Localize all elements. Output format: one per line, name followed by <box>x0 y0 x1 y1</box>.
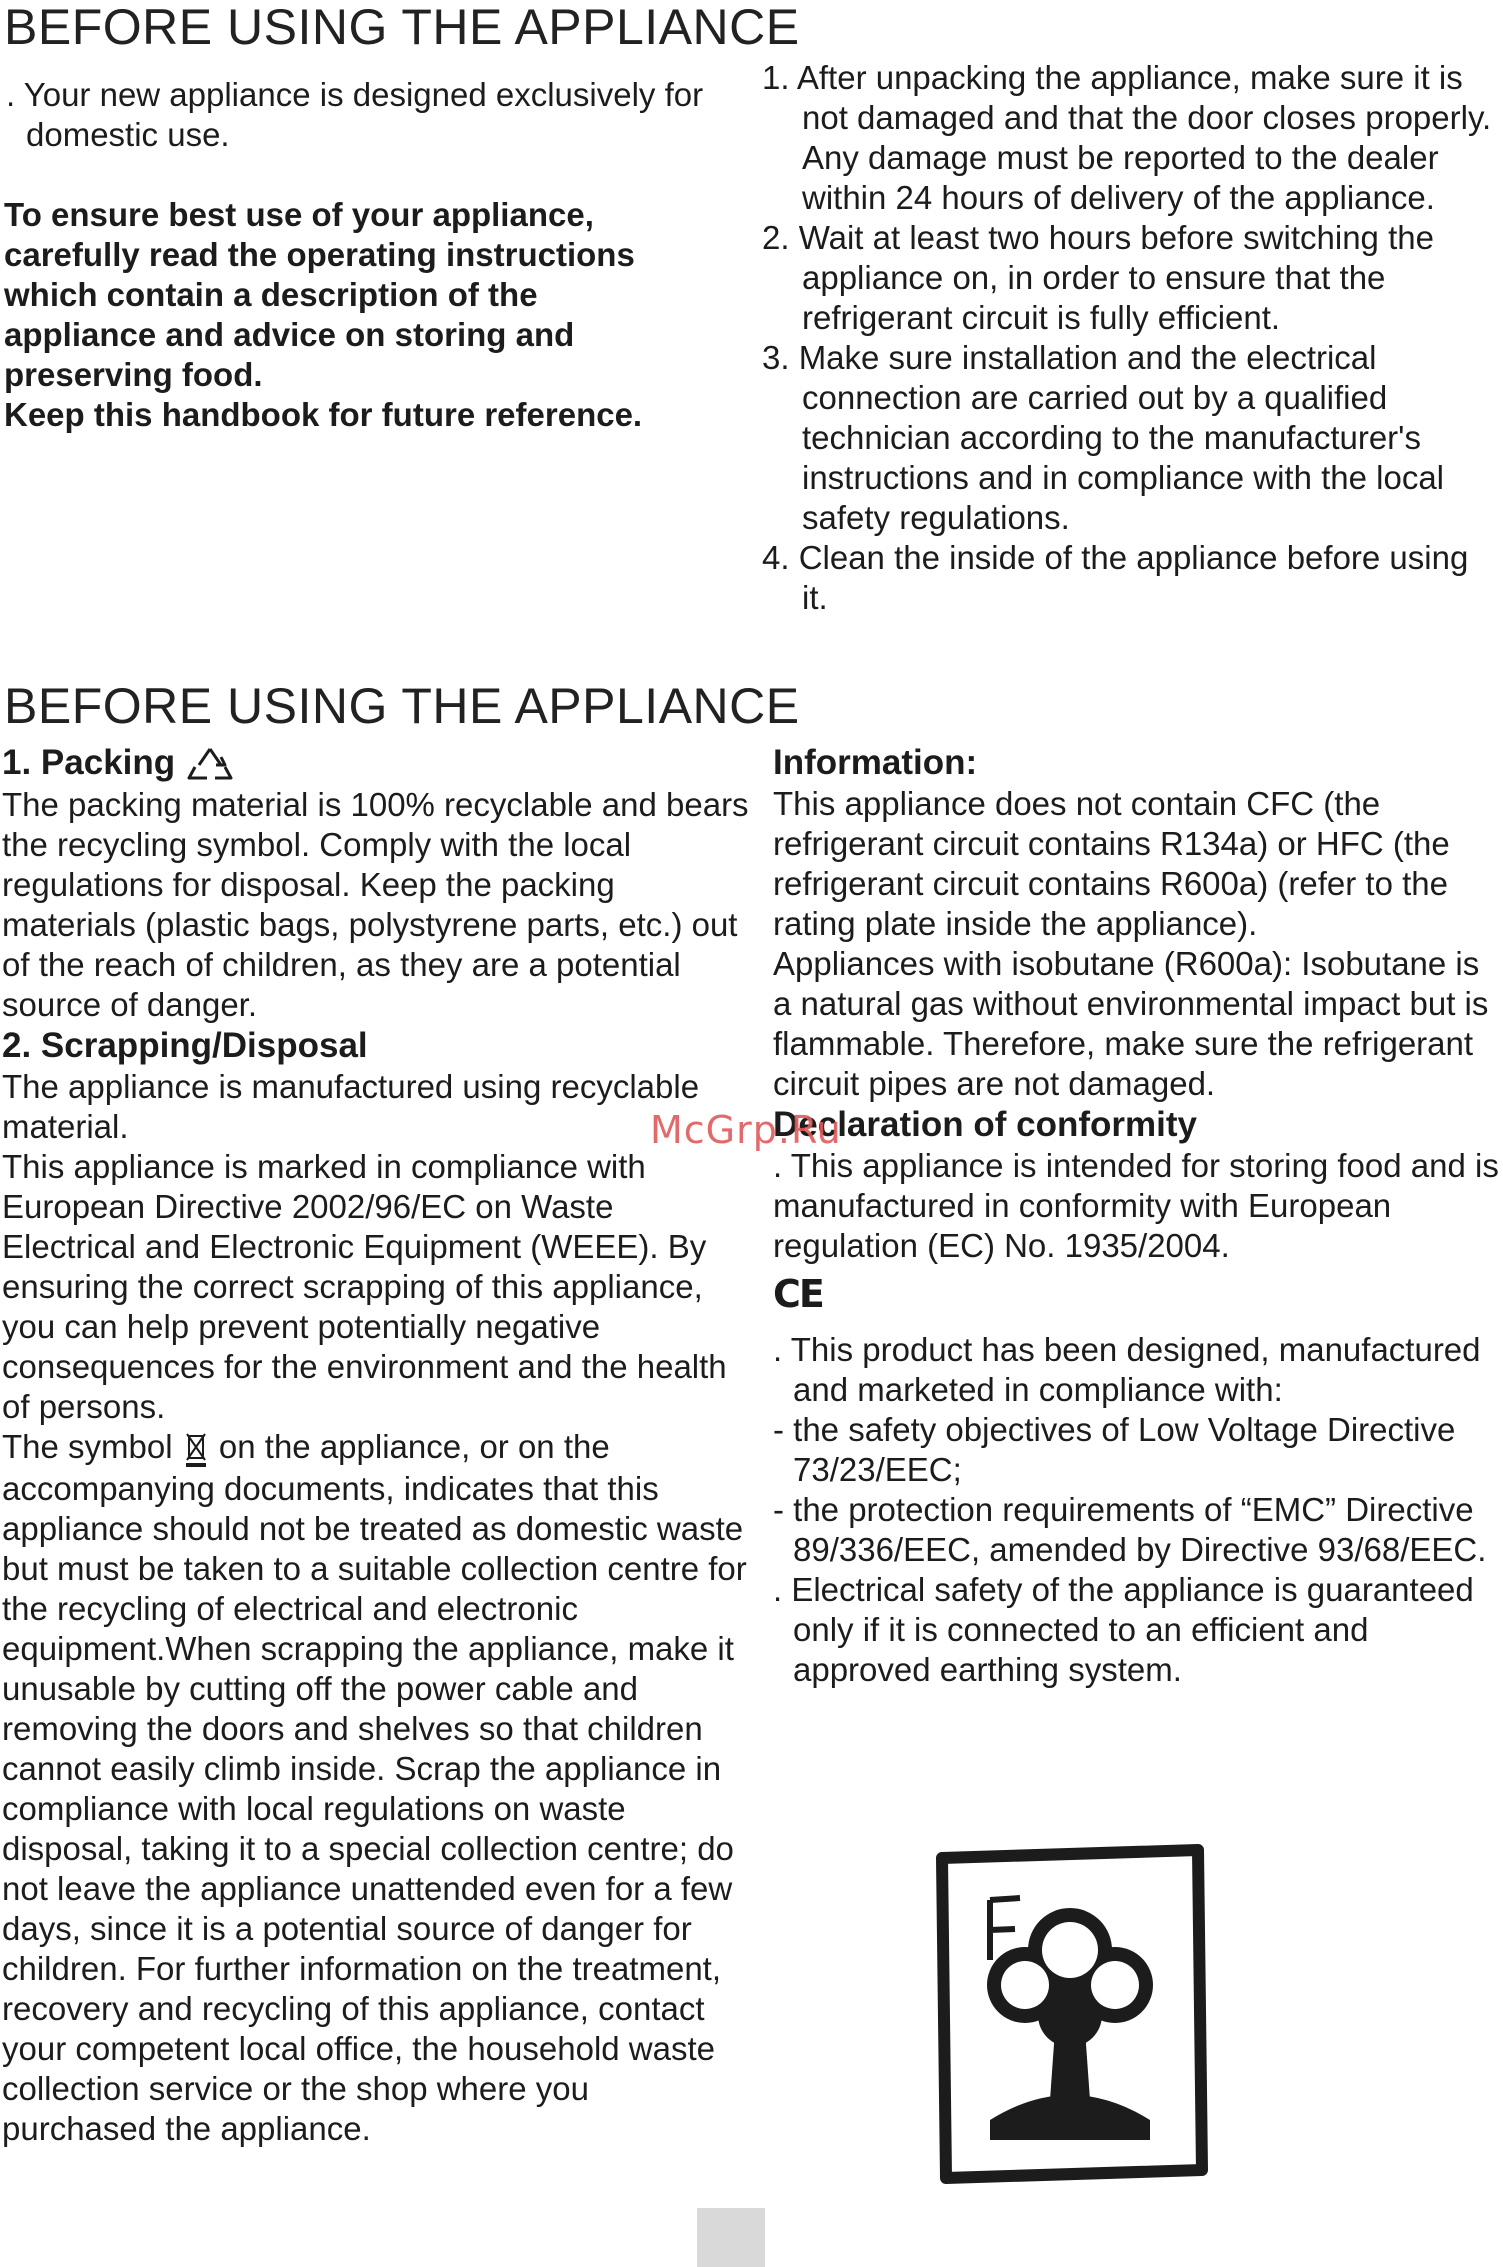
intro-text: . Your new appliance is designed exclusively for domestic use. <box>6 76 704 153</box>
bottom-right-column <box>773 742 1503 1690</box>
top-heading: BEFORE USING THE APPLIANCE <box>4 0 800 55</box>
information-p2: Appliances with isobutane (R600a): Isobutane is a natural gas without environmental impact but is flammable. Therefore, make sure the refrigerant circuit pipes are not damaged. <box>773 945 1489 1102</box>
weee-bin-icon <box>182 1429 210 1469</box>
directive-item: - the safety objectives of Low Voltage Directive 73/23/EEC; <box>773 1411 1456 1488</box>
disposal-p3: The symbol on the appliance, or on the accompanying documents, indicates that this appliance should not be treated as domestic waste but must be taken to a suitable collection centre for the recycling of electrical and electronic equipment.When scrapping the appliance, make it unusable by cutting off the power cable and removing the doors and shelves so that children cannot easily climb inside. Scrap the appliance in compliance with local regulations on waste disposal, taking it to a special collection centre; do not leave the appliance unattended even for a few days, since it is a potential source of danger for children. For further information on the treatment, recovery and recycling of this appliance, contact your competent local office, the household waste collection service or the shop where you purchased the appliance. <box>2 1427 747 2148</box>
page-number-tab <box>697 2208 765 2267</box>
top-right-column <box>762 58 1502 618</box>
bottom-left-column <box>2 742 752 2149</box>
conformity-p3: . Electrical safety of the appliance is guaranteed only if it is connected to an efficient and approved earthing system. <box>773 1571 1474 1688</box>
conformity-p1: . This appliance is intended for storing food and is manufactured in conformity with European regulation (EC) No. 1935/2004. <box>773 1147 1499 1264</box>
step-item: 4. Clean the inside of the appliance before using it. <box>762 539 1469 616</box>
top-left-column <box>4 75 724 435</box>
directive-item: - the protection requirements of “EMC” Directive 89/336/EEC, amended by Directive 93/68/EEC. <box>773 1491 1487 1568</box>
setup-steps <box>762 58 1502 618</box>
recycle-icon <box>185 745 235 785</box>
packing-title: 1. Packing <box>2 742 752 785</box>
keep-notice: Keep this handbook for future reference. <box>4 396 643 433</box>
information-title: Information: <box>773 743 978 782</box>
watermark: McGrp.Ru <box>650 1108 842 1152</box>
conformity-p2: . This product has been designed, manufactured and marketed in compliance with: <box>773 1331 1481 1408</box>
bottom-heading: BEFORE USING THE APPLIANCE <box>4 678 800 734</box>
environment-tree-logo <box>930 1840 1210 2190</box>
directive-list <box>773 1410 1503 1570</box>
bold-notice: To ensure best use of your appliance, carefully read the operating instructions which contain a description of the appliance and advice on storing and preserving food. <box>4 196 635 393</box>
disposal-title: 2. Scrapping/Disposal <box>2 1025 368 1065</box>
ce-mark-icon: CE <box>773 1272 823 1316</box>
information-p1: This appliance does not contain CFC (the refrigerant circuit contains R134a) or HFC (the refrigerant circuit contains R600a) (refer to the rating plate inside the appliance). <box>773 785 1450 942</box>
disposal-p1: The appliance is manufactured using recyclable material. <box>2 1067 700 1145</box>
step-item: 1. After unpacking the appliance, make sure it is not damaged and that the door closes properly. Any damage must be reported to the dealer within 24 hours of delivery of the appliance. <box>762 59 1492 216</box>
step-item: 3. Make sure installation and the electrical connection are carried out by a qualified technician according to the manufacturer's instructions and in compliance with the local safety regulations. <box>762 339 1445 536</box>
step-item: 2. Wait at least two hours before switching the appliance on, in order to ensure that the refrigerant circuit is fully efficient. <box>762 219 1434 336</box>
disposal-p2: This appliance is marked in compliance with European Directive 2002/96/EC on Waste Electrical and Electronic Equipment (WEEE). By ensuring the correct scrapping of this appliance, you can help prevent potentially negative consequences for the environment and the health of persons. <box>2 1147 727 1425</box>
conformity-title: Declaration of conformity <box>773 1105 1197 1144</box>
packing-text: The packing material is 100% recyclable and bears the recycling symbol. Comply with the local regulations for disposal. Keep the packing materials (plastic bags, polystyrene parts, etc.) out of the reach of children, as they are a potential source of danger. <box>2 785 749 1023</box>
